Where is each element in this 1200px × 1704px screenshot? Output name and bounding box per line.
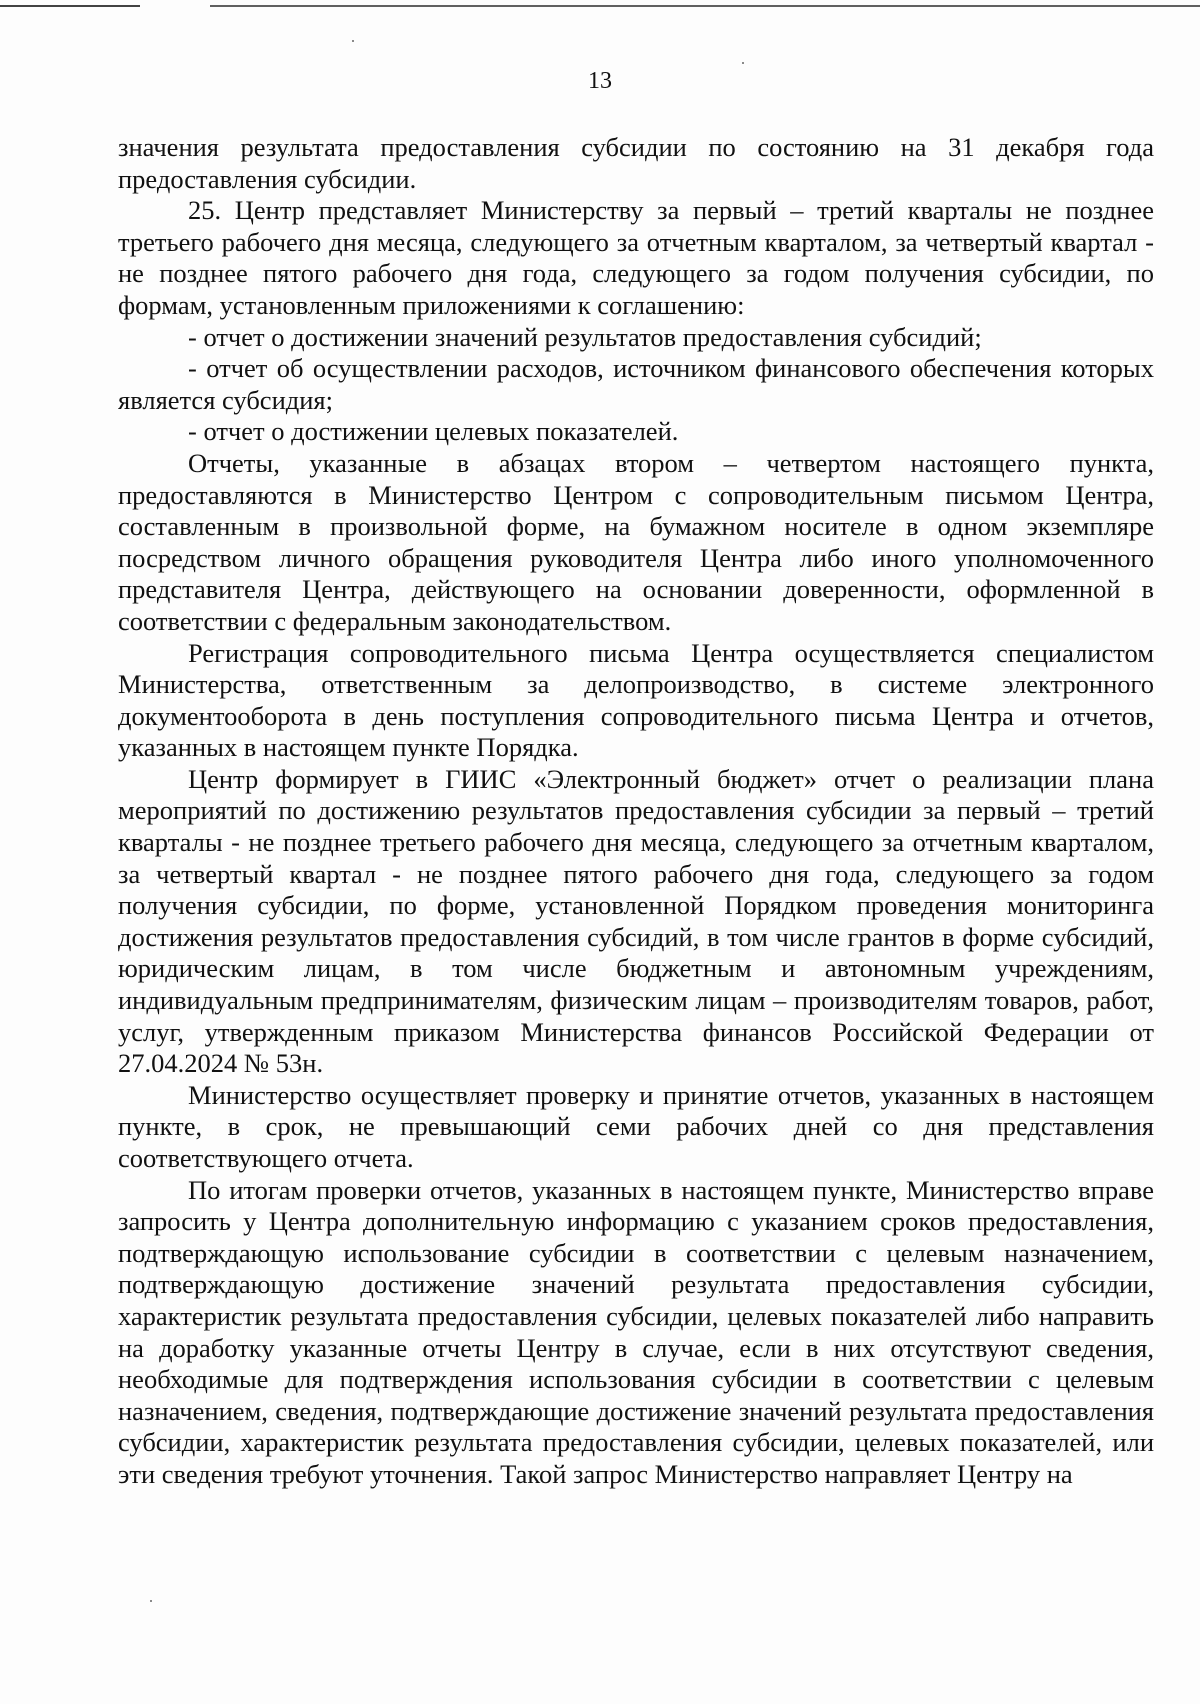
paragraph-check-results: По итогам проверки отчетов, указанных в настоящем пункте, Министерство вправе запросить у Центра дополнительную информацию с указанием сроков предоставления, подтверждающую использование субсидии в соответствии с целевым назначением, подтверждающую достижение значений результата предоставления субсидии, характеристик результата предоставления субсидии, целевых показателей либо направить на доработку указанные отчеты Центру в случае, если в них отсутствуют сведения, необходимые для подтверждения использования субсидии в соответствии с целевым назначением, сведения, подтверждающие достижение значений результата предоставления субсидии, характеристик результата предоставления субсидии, целевых показателей, или эти сведения требуют уточнения. Такой запрос Министерство направляет Центру на [118,1174,1154,1489]
scan-top-edge [0,5,1200,7]
scan-speck [150,1600,152,1602]
paragraph-registration: Регистрация сопроводительного письма Центра осуществляется специалистом Министерства, ответственным за делопроизводство, в системе электронного документооборота в день поступления сопроводительного письма Центра и отчетов, указанных в настоящем пункте Порядка. [118,637,1154,763]
scan-speck [742,62,744,64]
paragraph-list-item-3: - отчет о достижении целевых показателей. [188,416,679,447]
paragraph-item-25: 25. Центр представляет Министерству за первый – третий кварталы не позднее третьего рабочего дня месяца, следующего за отчетным кварталом, за четвертый квартал - не позднее пятого рабочего дня года, следующего за годом получения субсидии, по формам, установленным приложениями к соглашению: [118,195,1154,320]
paragraph-continuation: значения результата предоставления субсидии по состоянию на 31 декабря года предоставления субсидии. [118,132,1154,194]
paragraph-ministry-check: Министерство осуществляет проверку и принятие отчетов, указанных в настоящем пункте, в срок, не превышающий семи рабочих дней со дня представления соответствующего отчета. [118,1079,1154,1173]
document-body [118,132,1154,1491]
paragraph-list-item-1: - отчет о достижении значений результатов предоставления субсидий; [188,321,982,352]
page-number: 13 [588,68,612,94]
paragraph-list-item-2: - отчет об осуществлении расходов, источником финансового обеспечения которых является субсидия; [118,353,1154,415]
scan-speck [352,40,354,42]
paragraph-giis-report: Центр формирует в ГИИС «Электронный бюджет» отчет о реализации плана мероприятий по достижению результатов предоставления субсидии за первый – третий кварталы - не позднее третьего рабочего дня месяца, следующего за отчетным кварталом, за четвертый квартал - не позднее пятого рабочего дня года, следующего за годом получения субсидии, по форме, установленной Порядком проведения мониторинга достижения результатов предоставления субсидий, в том числе грантов в форме субсидий, юридическим лицам, в том числе бюджетным и автономным учреждениям, индивидуальным предпринимателям, физическим лицам – производителям товаров, работ, услуг, утвержденным приказом Министерства финансов Российской Федерации от 27.04.2024 № 53н. [118,763,1154,1079]
paragraph-reports-submission: Отчеты, указанные в абзацах втором – четвертом настоящего пункта, предоставляются в Министерство Центром с сопроводительным письмом Центра, составленным в произвольной форме, на бумажном носителе в одном экземпляре посредством личного обращения руководителя Центра либо иного уполномоченного представителя Центра, действующего на основании доверенности, оформленной в соответствии с федеральным законодательством. [118,447,1154,636]
